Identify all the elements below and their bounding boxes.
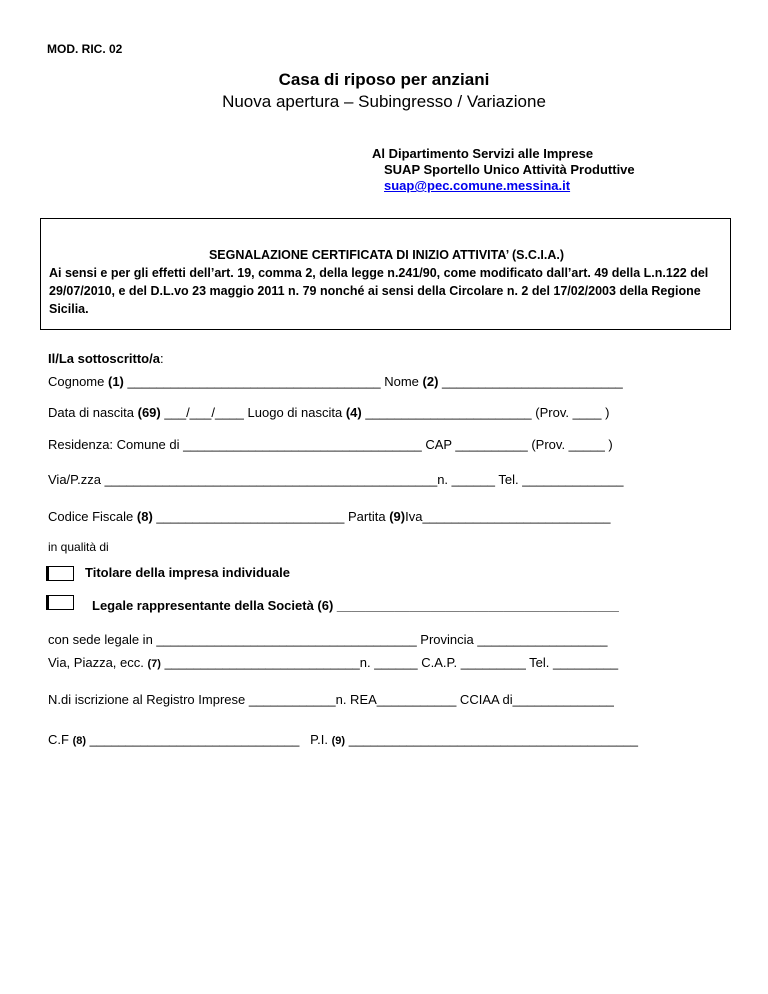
intro-line [48, 351, 164, 366]
legale-row[interactable]: Legale rappresentante della Società (6) _______________________________________ [92, 598, 619, 613]
recipient-email-link[interactable]: suap@pec.comune.messina.it [384, 178, 571, 193]
nascita-label: Data di nascita [48, 405, 134, 420]
piva-ref: (9) [389, 509, 406, 524]
page-subtitle: Nuova apertura – Subingresso / Variazione [222, 92, 546, 111]
luogo-ref: (4) [345, 405, 362, 420]
via2-label: Via, Piazza, ecc. [48, 655, 144, 670]
via-row[interactable]: Via/P.zza ______________________________________________n. ______ Tel. ______________ [48, 472, 624, 487]
titolare-label: Titolare della impresa individuale [85, 565, 290, 580]
nascita-ref: (69) [137, 405, 161, 420]
via-piazza-row [48, 655, 618, 670]
scia-title: SEGNALAZIONE CERTIFICATA DI INIZIO ATTIVITA’ (S.C.I.A.) [208, 248, 565, 262]
piva-label: Partita [348, 509, 386, 524]
qualita-label: in qualità di [48, 540, 109, 554]
pi-ref: (9) [331, 735, 346, 747]
iscrizione-row[interactable]: N.di iscrizione al Registro Imprese ____________n. REA___________ CCIAA di______________ [48, 692, 614, 707]
recipient-office: SUAP Sportello Unico Attività Produttive [384, 162, 635, 177]
cf-label: Codice Fiscale [48, 509, 134, 524]
form-code: MOD. RIC. 02 [47, 42, 123, 56]
cognome-ref: (1) [108, 374, 124, 389]
codice-fiscale-row [48, 509, 610, 524]
nome-label: Nome [384, 374, 419, 389]
cognome-field[interactable]: ___________________________________ [127, 374, 381, 389]
legale-checkbox[interactable] [48, 595, 74, 610]
residenza-row[interactable]: Residenza: Comune di _________________________________ CAP __________ (Prov. _____ ) [48, 437, 613, 452]
nascita-field[interactable]: ___/___/____ [164, 405, 244, 420]
cf2-field[interactable]: _____________________________ [89, 732, 300, 747]
nome-ref: (2) [422, 374, 439, 389]
page-title: Casa di riposo per anziani [278, 70, 490, 89]
cognome-nome-row [48, 374, 623, 389]
cf-ref: (8) [136, 509, 153, 524]
nome-field[interactable]: _________________________ [442, 374, 623, 389]
sede-row[interactable]: con sede legale in ____________________________________ Provincia __________________ [48, 632, 608, 647]
cf2-ref: (8) [72, 735, 87, 747]
recipient-department: Al Dipartimento Servizi alle Imprese [372, 146, 594, 161]
pi-field[interactable]: ________________________________________ [348, 732, 638, 747]
cf-pi-row [48, 732, 638, 747]
cognome-label: Cognome [48, 374, 105, 389]
piva-field[interactable]: Iva__________________________ [405, 509, 611, 524]
via2-field[interactable]: ___________________________n. ______ C.A.P. _________ Tel. _________ [164, 655, 619, 670]
nascita-row [48, 405, 609, 420]
intro-label: Il/La sottoscritto/a [48, 351, 160, 366]
cf2-label: C.F [48, 732, 69, 747]
via2-ref: (7) [147, 658, 161, 670]
intro-colon: : [159, 351, 164, 366]
luogo-field[interactable]: _______________________ (Prov. ____ ) [365, 405, 610, 420]
titolare-checkbox[interactable] [48, 566, 74, 581]
pi-label: P.I. [310, 732, 329, 747]
scia-notice-box [40, 218, 731, 330]
cf-field[interactable]: __________________________ [156, 509, 345, 524]
luogo-label: Luogo di nascita [247, 405, 343, 420]
scia-legal-text: Ai sensi e per gli effetti dell’art. 19, comma 2, della legge n.241/90, come modificato dall’art. 49 della L.n.122 del 29/07/2010, e del D.L.vo 23 maggio 2011 n. 79 nonché ai sensi della Circolare n. 2 del 17/02/2003 della Regione Sicilia. [49, 266, 709, 316]
